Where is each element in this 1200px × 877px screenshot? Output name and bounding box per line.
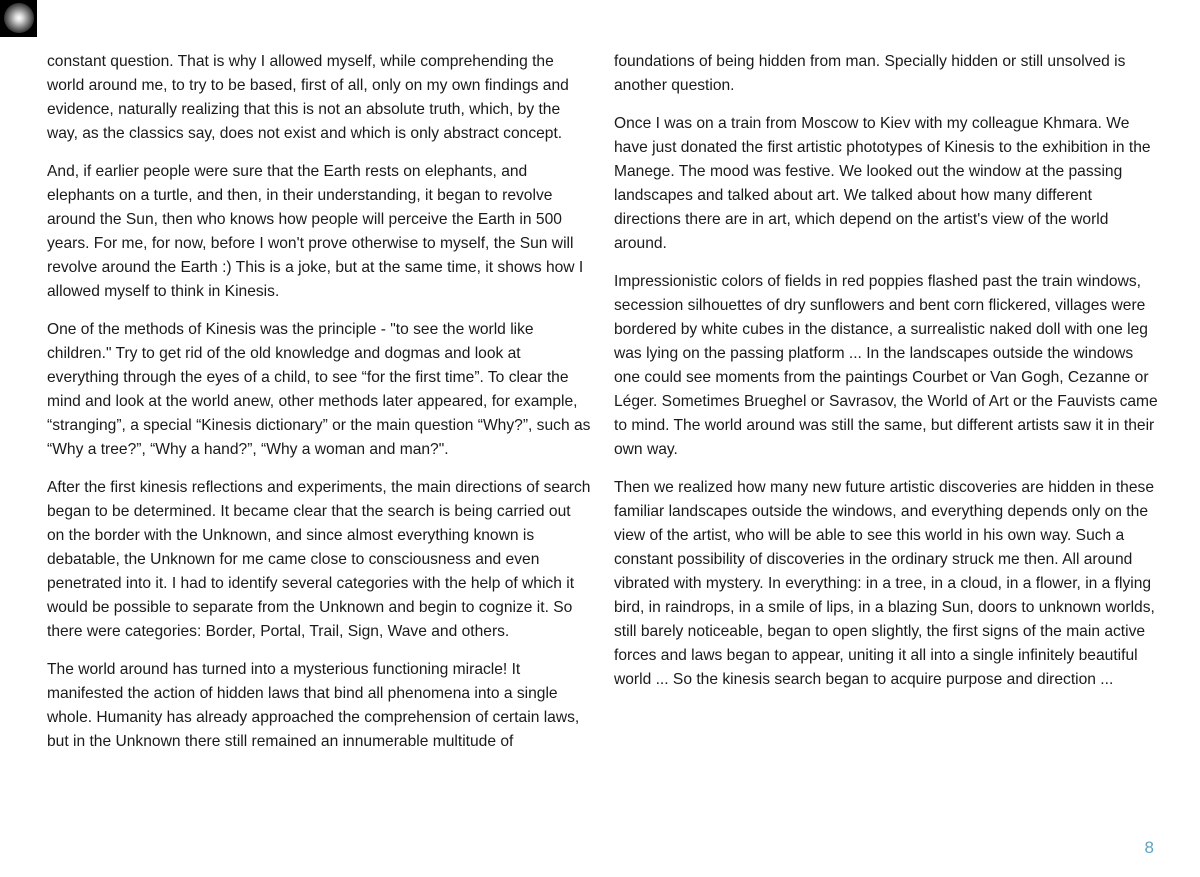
paragraph: And, if earlier people were sure that the Earth rests on elephants, and elephants on a turtle, and then, in their understanding, it began to revolve around the Sun, then who knows how people will perceive the Earth in 500 years. For me, for now, before I won't prove otherwise to myself, the Sun will revolve around the Earth :) This is a joke, but at the same time, it shows how I allowed myself to think in Kinesis.	[47, 163, 584, 300]
orb-glow	[4, 3, 34, 33]
glowing-orb-icon	[0, 0, 37, 37]
paragraph: constant question. That is why I allowed myself, while comprehending the world around me, to try to be based, first of all, only on my own findings and evidence, naturally realizing that this is not an absolute truth, which, by the way, as the classics say, does not exist and which is only abstract concept.	[47, 53, 569, 142]
paragraph: The world around has turned into a mysterious functioning miracle! It manifested the action of hidden laws that bind all phenomena into a single whole. Humanity has already approached the comprehension of certain laws, but in the Unknown there still remained an innumerable multitude of	[47, 661, 580, 750]
paragraph: One of the methods of Kinesis was the principle - "to see the world like children." Try to get rid of the old knowledge and dogmas and look at everything through the eyes of a child, to see “for the first time”. To clear the mind and look at the world anew, other methods later appeared, for example, “stranging”, a special “Kinesis dictionary” or the main question “Why?”, such as “Why a tree?”, “Why a hand?”, “Why a woman and man?".	[47, 321, 591, 458]
paragraph: Then we realized how many new future artistic discoveries are hidden in these familiar landscapes outside the windows, and everything depends only on the view of the artist, who will be able to see this world in his own way. Such a constant possibility of discoveries in the ordinary struck me then. All around vibrated with mystery. In everything: in a tree, in a cloud, in a flower, in a flying bird, in raindrops, in a smile of lips, in a blazing Sun, doors to unknown worlds, still barely noticeable, began to open slightly, the first signs of the main active forces and laws began to appear, uniting it all into a single infinitely beautiful world ... So the kinesis search began to acquire purpose and direction ...	[614, 479, 1155, 688]
right-text-column	[614, 50, 1159, 706]
paragraph: foundations of being hidden from man. Specially hidden or still unsolved is another question.	[614, 53, 1126, 94]
paragraph: Once I was on a train from Moscow to Kiev with my colleague Khmara. We have just donated the first artistic phototypes of Kinesis to the exhibition in the Manege. The mood was festive. We looked out the window at the passing landscapes and talked about art. We talked about how many different directions there are in art, which depend on the artist's view of the world around.	[614, 115, 1151, 252]
left-text-column	[47, 50, 592, 768]
paragraph: Impressionistic colors of fields in red poppies flashed past the train windows, secession silhouettes of dry sunflowers and bent corn flickered, villages were bordered by white cubes in the distance, a surrealistic naked doll with one leg was lying on the passing platform ... In the landscapes outside the windows one could see moments from the paintings Courbet or Van Gogh, Cezanne or	[614, 273, 1149, 386]
page-number: 8	[1144, 838, 1154, 857]
paragraph: Léger. Sometimes Brueghel or Savrasov, the World of Art or the Fauvists came to mind. The world around was still the same, but different artists saw it in their own way.	[614, 393, 1158, 458]
paragraph: After the first kinesis reflections and experiments, the main directions of search began to be determined. It became clear that the search is being carried out on the border with the Unknown, and since almost everything known is debatable, the Unknown for me came close to consciousness and even penetrated into it. I had to identify several categories with the help of which it would be possible to separate from the Unknown and begin to cognize it. So there were categories: Border, Portal, Trail, Sign, Wave and others.	[47, 479, 591, 640]
